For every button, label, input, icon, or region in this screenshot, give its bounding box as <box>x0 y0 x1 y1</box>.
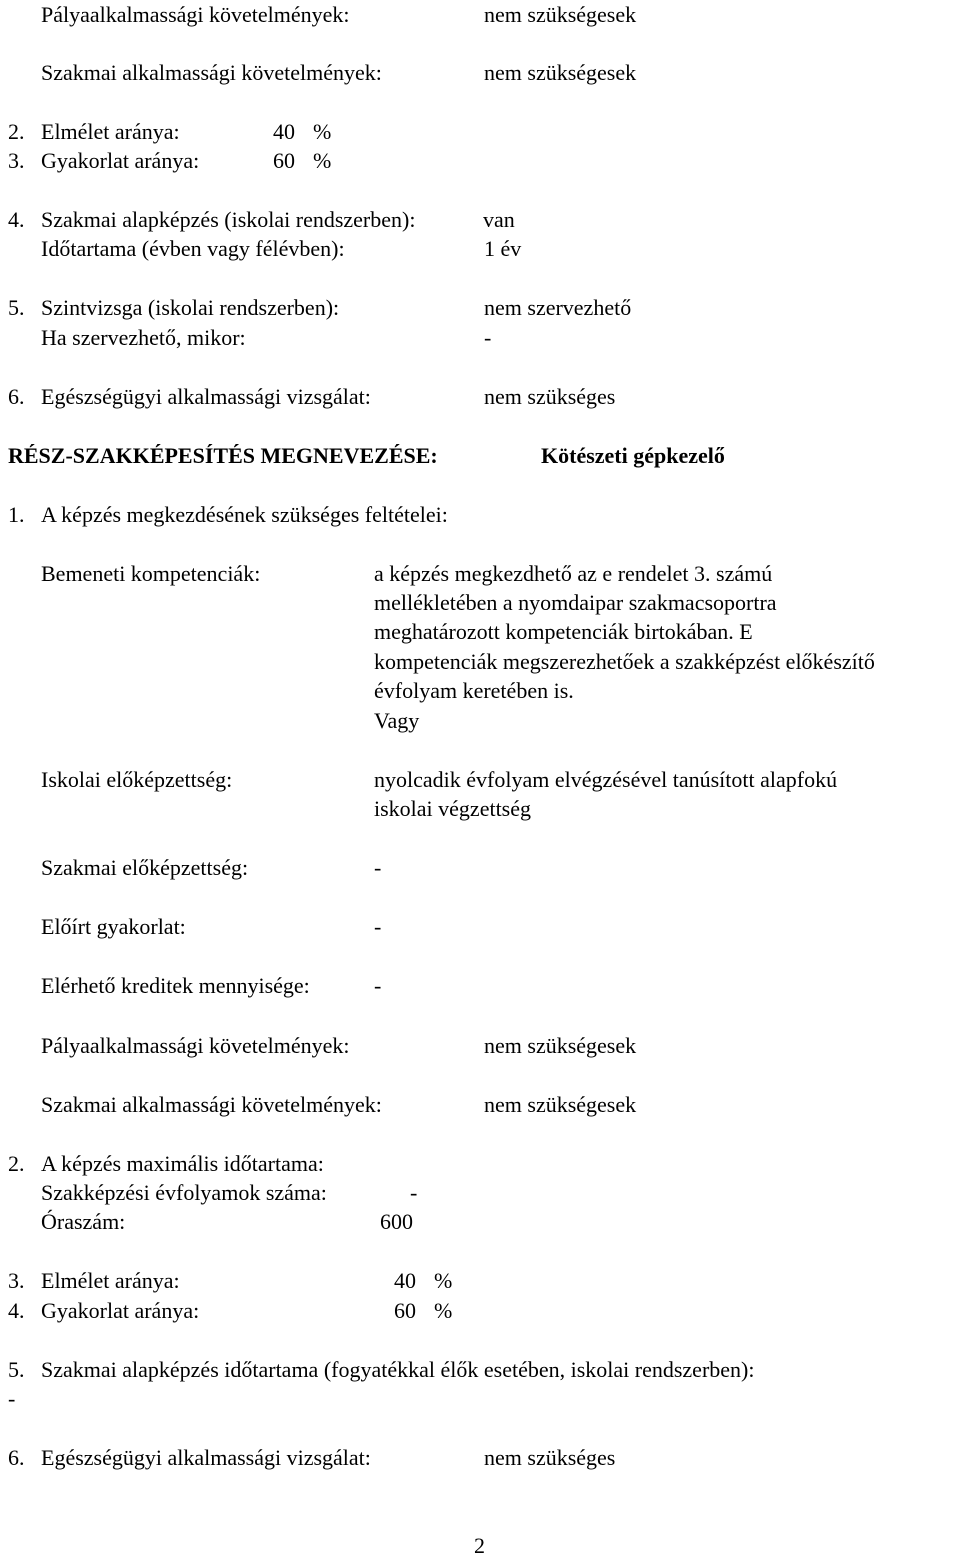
mikor-label: Ha szervezhető, mikor: <box>41 325 246 350</box>
alapkepzes-idotartam-value: - <box>8 1386 16 1411</box>
szintvizsga-value: nem szervezhető <box>484 295 632 320</box>
idotartam-label: Időtartama (évben vagy félévben): <box>41 236 345 261</box>
egeszsegugyi-label-2: Egészségügyi alkalmassági vizsgálat: <box>41 1445 371 1470</box>
gyakorlat-label: Gyakorlat aránya: <box>41 148 200 173</box>
kreditek-value: - <box>374 973 382 998</box>
egeszsegugyi-number-2: 6. <box>8 1445 25 1470</box>
page-number: 2 <box>474 1533 485 1558</box>
resz-szakkepesites-name: Kötészeti gépkezelő <box>541 443 725 468</box>
egeszsegugyi-label: Egészségügyi alkalmassági vizsgálat: <box>41 384 371 409</box>
elmelet-number: 2. <box>8 119 25 144</box>
gyakorlat-number: 3. <box>8 148 25 173</box>
elmelet-label: Elmélet aránya: <box>41 119 180 144</box>
gyakorlat-unit-2: % <box>434 1298 453 1323</box>
oraszam-value: 600 <box>380 1209 413 1234</box>
szakmai-alkalmassagi-value-2: nem szükségesek <box>484 1092 637 1117</box>
palyaalkalmassagi-label: Pályaalkalmassági követelmények: <box>41 2 350 27</box>
gyakorlat-number-2: 4. <box>8 1298 25 1323</box>
bemeneti-line: kompetenciák megszerezhetőek a szakképzést előkészítő <box>374 649 875 674</box>
bemeneti-line: meghatározott kompetenciák birtokában. E <box>374 619 753 644</box>
kreditek-label: Elérhető kreditek mennyisége: <box>41 973 310 998</box>
iskolai-elokepzettseg-label: Iskolai előképzettség: <box>41 767 233 792</box>
egeszsegugyi-value: nem szükséges <box>484 384 616 409</box>
gyakorlat-value-2: 60 <box>394 1298 416 1323</box>
gyakorlat-label-2: Gyakorlat aránya: <box>41 1298 200 1323</box>
iskolai-line: iskolai végzettség <box>374 796 532 821</box>
szintvizsga-label: Szintvizsga (iskolai rendszerben): <box>41 295 340 320</box>
palyaalkalmassagi-value-2: nem szükségesek <box>484 1033 637 1058</box>
szakmai-elokepzettseg-value: - <box>374 855 382 880</box>
elmelet-label-2: Elmélet aránya: <box>41 1268 180 1293</box>
bemeneti-line: évfolyam keretében is. <box>374 678 574 703</box>
gyakorlat-value: 60 <box>273 148 295 173</box>
elmelet-value-2: 40 <box>394 1268 416 1293</box>
palyaalkalmassagi-value: nem szükségesek <box>484 2 637 27</box>
szakmai-alkalmassagi-label-2: Szakmai alkalmassági követelmények: <box>41 1092 382 1117</box>
alapkepzes-idotartam-label: Szakmai alapképzés időtartama (fogyatékkal élők esetében, iskolai rendszerben): <box>41 1357 755 1382</box>
bemeneti-line: a képzés megkezdhető az e rendelet 3. számú <box>374 561 773 586</box>
alapkepzes-number: 4. <box>8 207 25 232</box>
oraszam-label: Óraszám: <box>41 1209 126 1234</box>
idotartam-value: 1 év <box>484 236 522 261</box>
evfolyamok-value: - <box>410 1180 418 1205</box>
alapkepzes-idotartam-number: 5. <box>8 1357 25 1382</box>
alapkepzes-value: van <box>483 207 515 232</box>
max-idotartam-label: A képzés maximális időtartama: <box>41 1151 324 1176</box>
elmelet-number-2: 3. <box>8 1268 25 1293</box>
iskolai-line: nyolcadik évfolyam elvégzésével tanúsított alapfokú <box>374 767 838 792</box>
alapkepzes-label: Szakmai alapképzés (iskolai rendszerben): <box>41 207 416 232</box>
elmelet-unit-2: % <box>434 1268 453 1293</box>
feltetelek-number: 1. <box>8 502 25 527</box>
szakmai-elokepzettseg-label: Szakmai előképzettség: <box>41 855 249 880</box>
elmelet-value: 40 <box>273 119 295 144</box>
gyakorlat-unit: % <box>313 148 332 173</box>
egeszsegugyi-number: 6. <box>8 384 25 409</box>
bemeneti-line: Vagy <box>374 708 420 733</box>
szakmai-alkalmassagi-label: Szakmai alkalmassági követelmények: <box>41 60 382 85</box>
eloirt-gyakorlat-label: Előírt gyakorlat: <box>41 914 186 939</box>
resz-szakkepesites-heading: RÉSZ-SZAKKÉPESÍTÉS MEGNEVEZÉSE: <box>8 443 438 468</box>
max-idotartam-number: 2. <box>8 1151 25 1176</box>
bemeneti-kompetenciak-label: Bemeneti kompetenciák: <box>41 561 261 586</box>
feltetelek-label: A képzés megkezdésének szükséges feltételei: <box>41 502 448 527</box>
egeszsegugyi-value-2: nem szükséges <box>484 1445 616 1470</box>
evfolyamok-label: Szakképzési évfolyamok száma: <box>41 1180 327 1205</box>
szintvizsga-number: 5. <box>8 295 25 320</box>
szakmai-alkalmassagi-value: nem szükségesek <box>484 60 637 85</box>
palyaalkalmassagi-label-2: Pályaalkalmassági követelmények: <box>41 1033 350 1058</box>
elmelet-unit: % <box>313 119 332 144</box>
bemeneti-line: mellékletében a nyomdaipar szakmacsoportra <box>374 590 777 615</box>
eloirt-gyakorlat-value: - <box>374 914 382 939</box>
mikor-value: - <box>484 325 492 350</box>
